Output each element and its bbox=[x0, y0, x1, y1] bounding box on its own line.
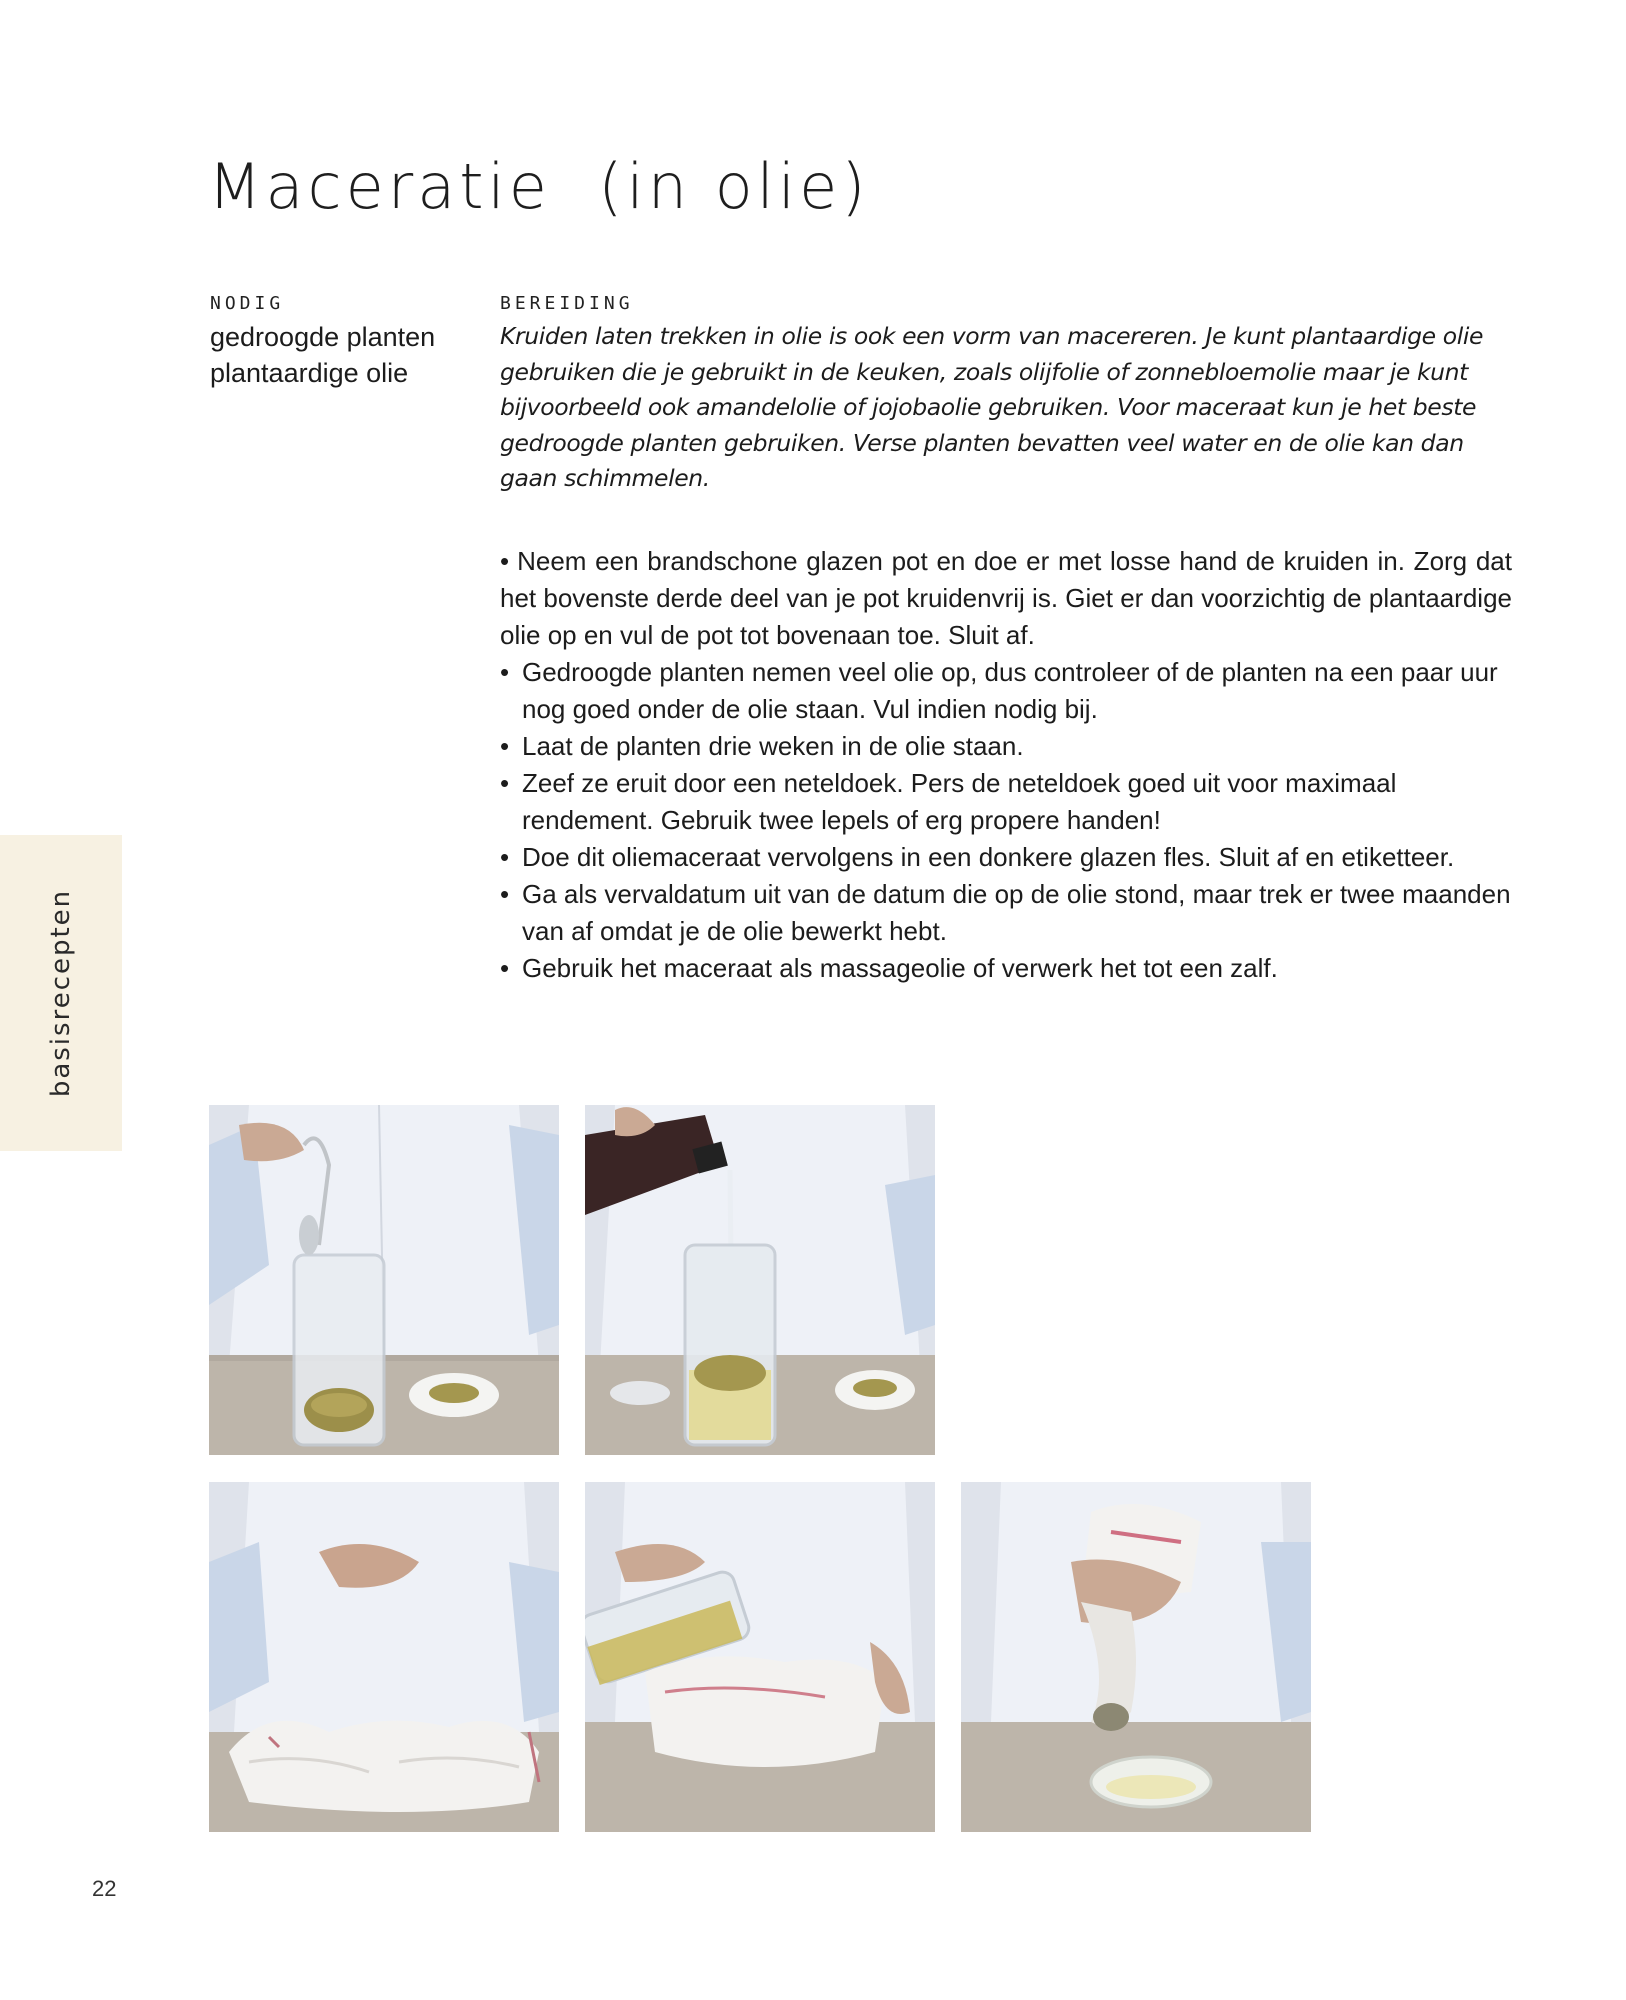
side-tab bbox=[0, 835, 122, 1151]
bereiding-section bbox=[500, 293, 1512, 987]
bereiding-intro: Kruiden laten trekken in olie is ook een vorm van macereren. Je kunt plantaardige olie gebruiken die je gebruikt in de keuken, zoals olijfolie of zonnebloemolie maar je kunt bijvoorbeeld ook amandelolie of jojobaolie gebruiken. Voor maceraat kun je het beste gedroogde planten gebruiken. Verse planten bevatten veel water en de olie kan dan gaan schimmelen. bbox=[500, 322, 1484, 492]
bullet-icon: • bbox=[500, 730, 510, 761]
bullet-icon: • bbox=[500, 878, 510, 909]
step-text: Gebruik het maceraat als massageolie of verwerk het tot een zalf. bbox=[522, 952, 1278, 983]
photo-illustration bbox=[209, 1482, 559, 1832]
bullet-icon: • bbox=[500, 656, 510, 687]
step-item bbox=[500, 543, 1512, 654]
step-text: Laat de planten drie weken in de olie staan. bbox=[522, 730, 1024, 761]
nodig-section bbox=[210, 293, 470, 391]
side-tab-label: basisrecepten bbox=[46, 888, 76, 1098]
page-number: 22 bbox=[92, 1876, 117, 1901]
photo-illustration bbox=[961, 1482, 1311, 1832]
photo-squeezing-cloth bbox=[961, 1482, 1311, 1832]
step-item bbox=[500, 839, 1512, 876]
step-text: Ga als vervaldatum uit van de datum die op de olie stond, maar trek er twee maanden van af omdat je de olie bewerkt hebt. bbox=[522, 878, 1511, 946]
photo-spooning-herbs-into-jar bbox=[209, 1105, 559, 1455]
step-item bbox=[500, 728, 1512, 765]
photo-illustration bbox=[585, 1105, 935, 1455]
step-item bbox=[500, 765, 1512, 839]
bereiding-label: BEREIDING bbox=[500, 293, 634, 314]
nodig-label: NODIG bbox=[210, 293, 285, 314]
photo-illustration bbox=[209, 1105, 559, 1455]
step-text: Doe dit oliemaceraat vervolgens in een donkere glazen fles. Sluit af en etiketteer. bbox=[522, 841, 1455, 872]
photo-pouring-maceration-through-cloth bbox=[585, 1482, 935, 1832]
page-title: Maceratie (in olie) bbox=[208, 150, 870, 223]
bullet-icon: • bbox=[500, 952, 510, 983]
photo-illustration bbox=[585, 1482, 935, 1832]
ingredient-item: plantaardige olie bbox=[210, 358, 409, 388]
step-text: Gedroogde planten nemen veel olie op, dus controleer of de planten na een paar uur nog goed onder de olie staan. Vul indien nodig bij. bbox=[522, 656, 1498, 724]
steps-list bbox=[500, 543, 1512, 987]
bullet-icon: • bbox=[500, 545, 510, 576]
step-item bbox=[500, 950, 1512, 987]
photo-pouring-oil-into-jar bbox=[585, 1105, 935, 1455]
step-item bbox=[500, 876, 1512, 950]
step-text: Neem een brandschone glazen pot en doe er met losse hand de kruiden in. Zorg dat het bovenste derde deel van je pot kruidenvrij is. Giet er dan voorzichtig de plantaardige olie op en vul de pot tot bovenaan toe. Sluit af. bbox=[500, 545, 1512, 650]
photo-cloth-over-bowl bbox=[209, 1482, 559, 1832]
bullet-icon: • bbox=[500, 841, 510, 872]
step-text: Zeef ze eruit door een neteldoek. Pers de neteldoek goed uit voor maximaal rendement. Gebruik twee lepels of erg propere handen! bbox=[522, 767, 1397, 835]
ingredient-item: gedroogde planten bbox=[210, 322, 436, 352]
step-item bbox=[500, 654, 1512, 728]
bullet-icon: • bbox=[500, 767, 510, 798]
